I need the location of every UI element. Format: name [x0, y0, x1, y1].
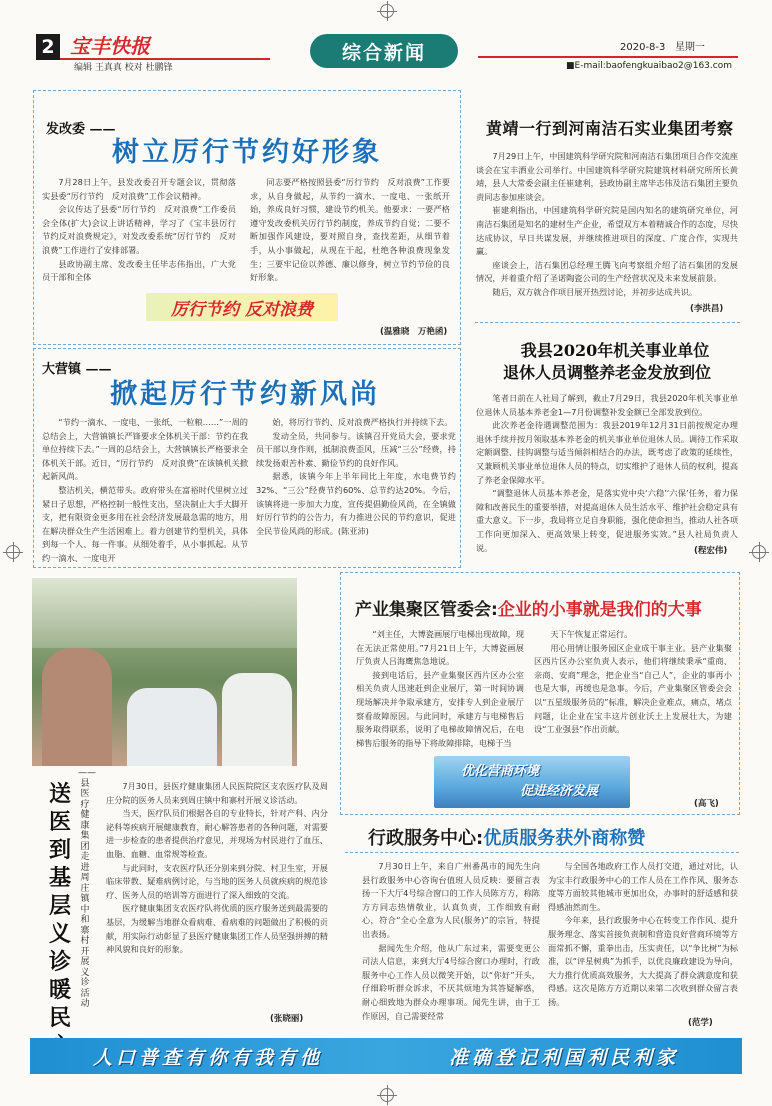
- article5-photo: [32, 578, 297, 766]
- article6-col2: 天下午恢复正常运行。 用心用情让服务园区企业成干事主业。县产业集聚区西片区办公室负责人表示，他们将继续秉承“重商、亲商、安商”理念，把企业当“自己人”，企业的事再小也是大事，再缓也是急事。今后，产业集聚区管委会会以“五星级服务员的”标准，解决企业难点，痛点，堵点问题，让企业在宝丰这片创业沃土上发展壮大，为建设“工业强县”作出贡献。: [534, 629, 732, 735]
- article1-kicker: 发改委 ——: [46, 122, 116, 137]
- article2-title: 掀起厉行节约新风尚: [110, 379, 380, 410]
- article4-body: 笔者日前在人社局了解到，截止7月29日，我县2020年机关事业单位退休人员基本养老金1—7月份调整补发金额已全部发放到位。 此次养老金待遇调整范围为：我县2019年12月31日前按规定办理退休手续并按月领取基本养老金的机关事业单位退休人员。调待工作采取定额调整、挂钩调整与适当倾斜相结合的办法，既考虑了政策的延续性，又兼顾机关事业单位退休人员的特点，切实维护了退休人员的权利，提高了养老金保障水平。 “调整退休人员基本养老金，是落实党中央‘六稳’‘六保’任务，着力保障和改善民生的重要举措，对提高退休人员生活水平、维护社会稳定具有重大意义。下一步，我局将立足自身职能，强化使命担当，推动人社各项工作向更加深入、更高效果上转变，促进服务实效。”县人社局负责人说。: [476, 393, 738, 552]
- article6-author: (高飞): [694, 799, 719, 809]
- article3-author: (李洪昌): [690, 304, 724, 314]
- article1-col2: 同志要严格按照县委“厉行节约 反对浪费”工作要求，从自身做起，从节约一滴水、一度电、一张纸开始，养成良好习惯，建设节约机关。他要求：一要严格遵守发改委机关厉行节约制度，养成节约自觉；二要不断加强作风建设，要对照自身，查找差距，从细节着手，从小事做起，从现在干起，杜绝各种浪费现象发生；三要牢记俭以养德、廉以修身，树立节约节俭的良好形象。: [250, 177, 450, 283]
- article7-title: 行政服务中心:优质服务获外商称赞: [368, 828, 646, 849]
- paper-name: 宝丰快报: [70, 34, 150, 58]
- article1-slogan-banner: 厉行节约 反对浪费: [146, 293, 338, 321]
- issue-weekday: 星期一: [674, 42, 705, 53]
- registration-mark-right: [752, 545, 766, 559]
- page-number: 2: [36, 34, 60, 60]
- article5-author: (张晓丽): [270, 1014, 304, 1024]
- registration-mark-top: [380, 4, 394, 18]
- section-title: 综合新闻: [310, 34, 458, 68]
- article1-author: (温雅晓 万艳函): [380, 327, 448, 337]
- article3-title: 黄靖一行到河南洁石实业集团考察: [486, 119, 734, 138]
- article3-body: 7月29日上午，中国建筑科学研究院和河南洁石集团项目合作交流座谈会在宝丰洒业公司举行。中国建筑科学研究院建筑材料研究所所长黄靖，县人大常委会副主任崔建利，县政协副主席毕志伟及洁石集团主要负责同志参加座谈会。 崔建利指出，中国建筑科学研究院是国内知名的建筑研究单位，河南洁石集团是知名的建材生产企业，希望双方本着精诚合作的态度，尽快达成协议，早日共谋发展，并继续推进项目的深度、广度合作，实现共赢。 座谈会上，洁石集团总经理王腾飞向考察组介绍了洁石集团的发展情况，并着重介绍了圣诺陶瓷公司的生产经营状况及未来发展前景。 随后，双方就合作项目展开热烈讨论，并初步达成共识。: [476, 151, 738, 297]
- footer-slogan-left: 人口普查有你有我有他: [92, 1046, 323, 1069]
- issue-date: 2020-8-3: [620, 42, 666, 53]
- registration-mark-bottom: [380, 1088, 394, 1102]
- article5-vertical-subtitle: ——县医疗健康集团走进周庄镇中和寨村开展义诊活动: [78, 768, 96, 1009]
- article7-divider: [345, 852, 739, 853]
- article7-author: (范学): [688, 1018, 713, 1028]
- editors-line: 编辑 王真真 校对 杜鹏锋: [74, 63, 173, 73]
- email-line: ■E-mail:baofengkuaibao2@163.com: [566, 61, 732, 71]
- article4-title-line1: 我县2020年机关事业单位: [520, 341, 710, 360]
- article5-vertical-title: 送医到基层 义诊暖民: [48, 781, 71, 1031]
- article7-col2: 与全国各地政府工作人员打交道，通过对比，认为宝丰行政服务中心的工作人员在工作作风、服务态度等方面较其他城市更加出众，办事时的舒适感和获得感油然而生。 今年来，县行政服务中心在转变工作作风、提升服务理念、落实首接负责制和营造良好营商环境等方面常抓不懈，重拳出击，压实责任，以“争比树”为标准，以“评星树典”为抓手，以优良廉政建设为导向，大力推行优质高效服务，大大提高了群众满意度和获得感。这次是陈方方近期以来第二次收到群众留言表扬。: [548, 861, 738, 1007]
- article6-title: 产业集聚区管委会:企业的小事就是我们的大事: [355, 600, 702, 620]
- article2-col2: 始，将厉行节约、反对浪费严格执行并持续下去。 发动全员，共同参与。该镇召开党员大会，要求党员干部以身作则，抵制浪费歪风，压减“三公”经费，持续发扬艰苦朴素、勤俭节约的良好作风。 据悉，该镇今年上半年同比上年度，水电费节约32%、“三公”经费节约60%、总节约达20%。今后，该镇将进一步加大力度，宣传提倡勤俭风尚，在全镇做好厉行节约的公告力，有力推进公民的节约意识，促进全民节俭风尚的形成。(陈亚沛): [256, 417, 456, 536]
- article6-col1: “刘主任，大博瓷画展厅电梯出现故障，现在无法正常使用。”7月21日上午，大博瓷画展厅负责人吕海鹰焦急地说。 接到电话后，县产业集聚区西片区办公室相关负责人迅速赶到企业展厅，第一时间协调现场解决并争取承建方，安排专人到企业展厅察看故障原因。与此同时，承建方与电梯售后服务取得联系，说明了电梯故障情况后，在电梯售后服务的指导下将故障排除，电梯于当: [356, 629, 524, 748]
- article1-col1: 7月28日上午，县发改委召开专题会议，贯彻落实县委“厉行节约 反对浪费”工作会议精神。 会议传达了县委“厉行节约 反对浪费”工作委员会全体(扩大)会议上讲话精神，学习了《宝丰县厉行节约反对浪费规定》，对发改委系统“厉行节约 反对浪费”工作进行了安排部署。 县政协副主席、发改委主任毕志伟指出，广大党员干部和全体: [42, 177, 236, 283]
- header-rule-left: [60, 58, 270, 60]
- article2-col1: “节约一滴水、一度电、一张纸、一粒粮……”一周的总结会上，大营镇镇长严锋要求全体机关干部：节约在我单位持续下去。”一周的总结会上，大营镇镇长严格要求全体机关干部。近日，“厉行节约 反对浪费”在该镇机关掀起新风尚。 整洁机关，横范带头。政府带头在富裕时代里树立过紧日子思想，严格控制一般性支出，坚决制止大手大脚开支，把有限资金更多用在社会经济发展最急需的地方，用在解决群众生产生活困难上。着力创建节约型机关，具体到每一个人、每一件事。从细处着手，从小事抓起。从节约一滴水、一度电开: [42, 417, 248, 563]
- header-rule-right: [478, 56, 738, 58]
- footer-slogan-right: 准确登记利国利民利家: [448, 1046, 679, 1069]
- article2-kicker: 大营镇 ——: [42, 362, 112, 377]
- article5-body: 7月30日，县医疗健康集团人民医院院区支农医疗队及周庄分院的医务人员来到周庄镇中和寨村开展义诊活动。 当天，医疗队员们根据各自的专业特长，针对产科、内分泌科等疾病开展健康教育，耐心解答患者的各种问题，对需要进一步检查的患者提供治疗意见，并现场为村民进行了血压、血脂、血糖、血常规等检查。 与此同时，支农医疗队还分别来到分院、村卫生室，开展临床带教、疑难病例讨论，与当地的医务人员就疾病的规范诊疗、医务人员的培训等方面进行了深入细致的交流。 医疗健康集团支农医疗队将优质的医疗服务送到最需要的基层，为缓解当地群众看病难、看病难的问题做出了积极的贡献，用实际行动彰显了县医疗健康集团工作人员坚强拼搏的精神风貌和良好的形象。: [106, 781, 328, 955]
- footer-slogan-banner: [30, 1038, 742, 1074]
- article1-title: 树立厉行节约好形象: [112, 137, 382, 168]
- article7-col1: 7月30日上午，来自广州番禺市的闻先生向县行政服务中心咨询台值班人员反映：要留言表扬一下大厅4号综合窗口的工作人员陈方方，称陈方方同志热情敬业，认真负责，工作细致有耐心，符合“全心全意为人民(服务)”的宗旨，特提出表扬。 据闻先生介绍，他从广东过来，需要变更公司法人信息，来到大厅4号综合窗口办理时，行政服务中心工作人员以微笑开始，以“你好”开头，仔细聆听群众诉求，不厌其烦地为其答疑解惑，耐心细致地为群众办理事项。闻先生讲，由于工作原因，自己需要经常: [362, 861, 540, 1021]
- article3-divider: [475, 322, 740, 323]
- article6-banner: 优化营商环境 促进经济发展: [434, 756, 630, 808]
- article4-title-line2: 退休人员调整养老金发放到位: [502, 363, 711, 382]
- article4-author: (程宏伟): [694, 546, 728, 556]
- registration-mark-left: [6, 545, 20, 559]
